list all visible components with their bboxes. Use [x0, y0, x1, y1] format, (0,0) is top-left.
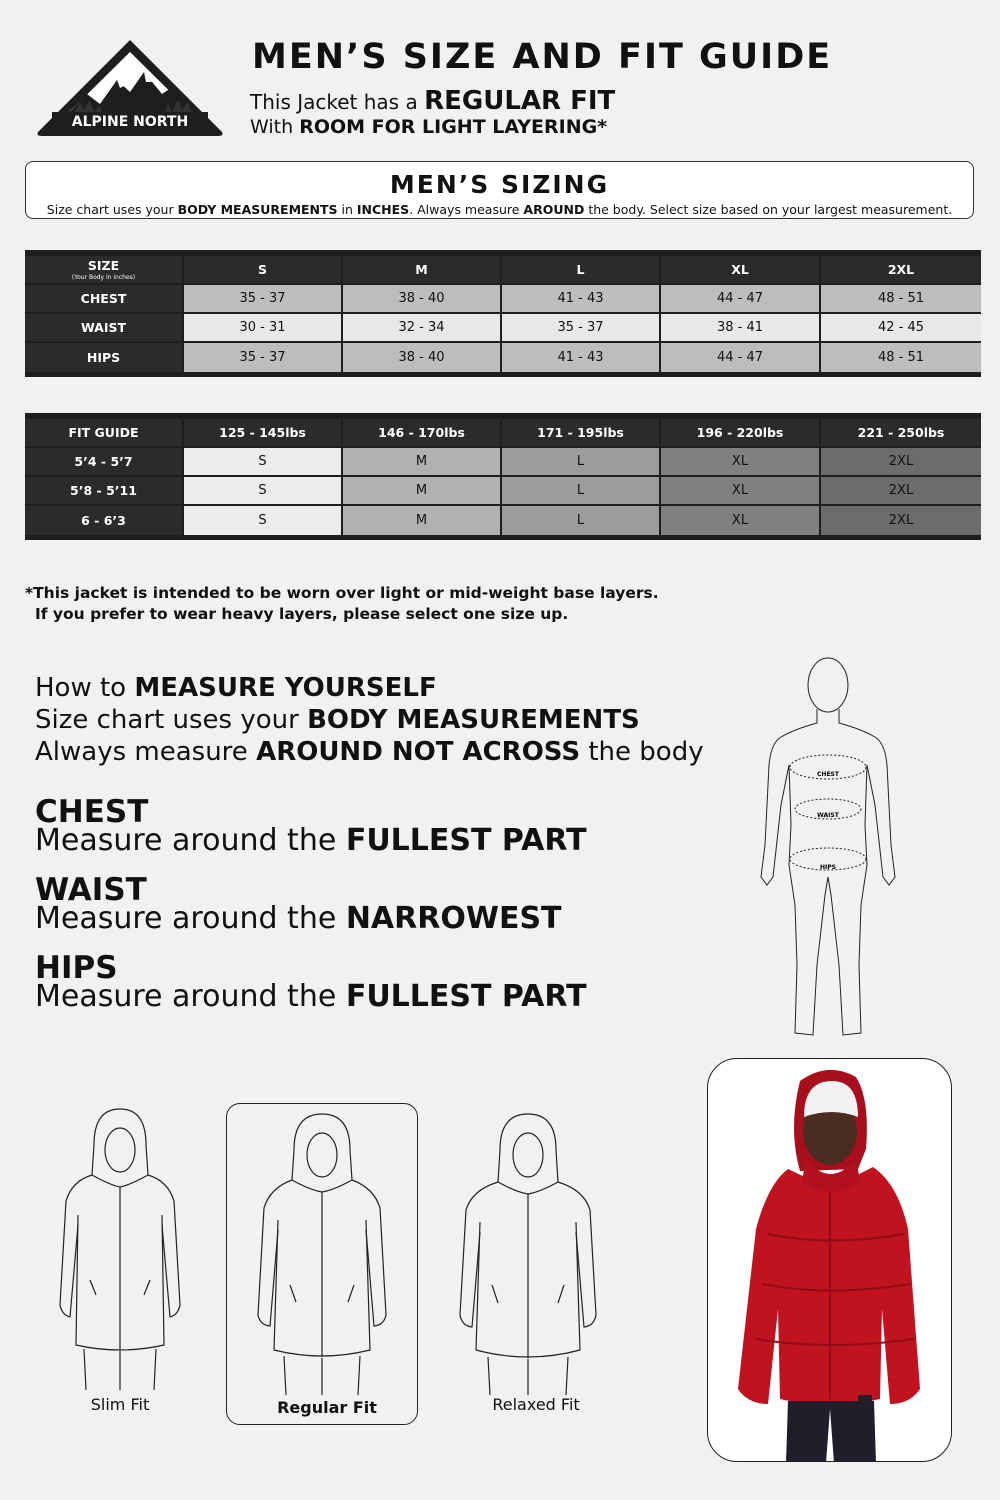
- hips-heading: HIPS: [35, 950, 118, 986]
- table-row: [25, 506, 981, 535]
- table-cell: 35 - 37: [184, 285, 343, 314]
- regular-fit-label: Regular Fit: [277, 1398, 377, 1417]
- table-cell: XL: [661, 506, 821, 535]
- table-cell: M: [343, 477, 502, 506]
- table-cell: S: [184, 477, 343, 506]
- table-row: [25, 343, 981, 372]
- table-cell: 48 - 51: [821, 285, 981, 314]
- hips-instruction: Measure around the FULLEST PART: [35, 979, 587, 1014]
- waist-heading: WAIST: [35, 872, 147, 908]
- chest-instruction: Measure around the FULLEST PART: [35, 823, 587, 858]
- table-cell: 38 - 40: [343, 285, 502, 314]
- hips-label: HIPS: [820, 864, 836, 871]
- mens-sizing-box: [25, 161, 974, 219]
- column-header: 146 - 170lbs: [343, 419, 502, 448]
- table-cell: 35 - 37: [184, 343, 343, 372]
- table-cell: L: [502, 506, 661, 535]
- column-header: 125 - 145lbs: [184, 419, 343, 448]
- row-header: 5’8 - 5’11: [25, 477, 184, 506]
- alpine-north-logo: [32, 36, 228, 140]
- waist-instruction: Measure around the NARROWEST: [35, 901, 562, 936]
- table-cell: 30 - 31: [184, 314, 343, 343]
- column-header: S: [184, 256, 343, 285]
- table-cell: 2XL: [821, 506, 981, 535]
- size-corner-header: SIZE (Your Body in inches): [25, 256, 184, 285]
- row-header: 5’4 - 5’7: [25, 448, 184, 477]
- relaxed-fit-illustration: [458, 1110, 598, 1395]
- layering-note: [25, 583, 659, 625]
- table-cell: 35 - 37: [502, 314, 661, 343]
- slim-fit-illustration: [50, 1105, 190, 1390]
- layering-line: With ROOM FOR LIGHT LAYERING*: [250, 116, 608, 138]
- fit-value: REGULAR FIT: [424, 86, 616, 116]
- table-cell: 41 - 43: [502, 285, 661, 314]
- relaxed-fit-label: Relaxed Fit: [492, 1395, 580, 1414]
- size-table: [25, 250, 981, 377]
- body-measurement-figure: [755, 645, 900, 1040]
- measure-line: Always measure AROUND NOT ACROSS the body: [35, 737, 704, 767]
- column-header: 196 - 220lbs: [661, 419, 821, 448]
- row-header: WAIST: [25, 314, 184, 343]
- table-cell: 48 - 51: [821, 343, 981, 372]
- waist-label: WAIST: [817, 812, 839, 819]
- model-jacket-photo: [708, 1059, 952, 1462]
- sizing-title: MEN’S SIZING: [389, 170, 610, 199]
- table-cell: 38 - 41: [661, 314, 821, 343]
- fit-line: This Jacket has a REGULAR FIT: [250, 86, 616, 116]
- table-cell: S: [184, 506, 343, 535]
- note-line: If you prefer to wear heavy layers, please select one size up.: [35, 605, 569, 623]
- row-header: CHEST: [25, 285, 184, 314]
- column-header: XL: [661, 256, 821, 285]
- sizing-description: Size chart uses your BODY MEASUREMENTS in INCHES. Always measure AROUND the body. Select size based on your largest measurement.: [46, 202, 953, 217]
- table-cell: XL: [661, 448, 821, 477]
- chest-heading: CHEST: [35, 794, 149, 830]
- column-header: 171 - 195lbs: [502, 419, 661, 448]
- table-header-row: [25, 256, 981, 285]
- table-cell: 41 - 43: [502, 343, 661, 372]
- table-cell: L: [502, 477, 661, 506]
- row-header: 6 - 6’3: [25, 506, 184, 535]
- page-title: MEN’S SIZE AND FIT GUIDE: [252, 37, 833, 77]
- table-row: [25, 314, 981, 343]
- table-cell: 38 - 40: [343, 343, 502, 372]
- table-row: [25, 285, 981, 314]
- table-cell: L: [502, 448, 661, 477]
- table-cell: 42 - 45: [821, 314, 981, 343]
- table-cell: 2XL: [821, 477, 981, 506]
- table-header-row: [25, 419, 981, 448]
- table-cell: M: [343, 506, 502, 535]
- logo-text: ALPINE NORTH: [71, 114, 189, 130]
- table-cell: M: [343, 448, 502, 477]
- column-header: 221 - 250lbs: [821, 419, 981, 448]
- table-cell: XL: [661, 477, 821, 506]
- row-header: HIPS: [25, 343, 184, 372]
- column-header: M: [343, 256, 502, 285]
- table-cell: 32 - 34: [343, 314, 502, 343]
- fit-guide-corner-header: FIT GUIDE: [25, 419, 184, 448]
- column-header: L: [502, 256, 661, 285]
- table-row: [25, 448, 981, 477]
- column-header: 2XL: [821, 256, 981, 285]
- measure-line: Size chart uses your BODY MEASUREMENTS: [35, 705, 640, 735]
- table-cell: 44 - 47: [661, 285, 821, 314]
- table-cell: 44 - 47: [661, 343, 821, 372]
- slim-fit-label: Slim Fit: [90, 1395, 150, 1414]
- table-cell: 2XL: [821, 448, 981, 477]
- table-row: [25, 477, 981, 506]
- measure-heading: How to MEASURE YOURSELF: [35, 673, 437, 703]
- regular-fit-illustration: [252, 1110, 392, 1395]
- table-cell: S: [184, 448, 343, 477]
- note-line: *This jacket is intended to be worn over light or mid-weight base layers.: [25, 584, 659, 602]
- model-photo-frame: [707, 1058, 952, 1462]
- chest-label: CHEST: [817, 771, 839, 778]
- fit-guide-table: [25, 413, 981, 540]
